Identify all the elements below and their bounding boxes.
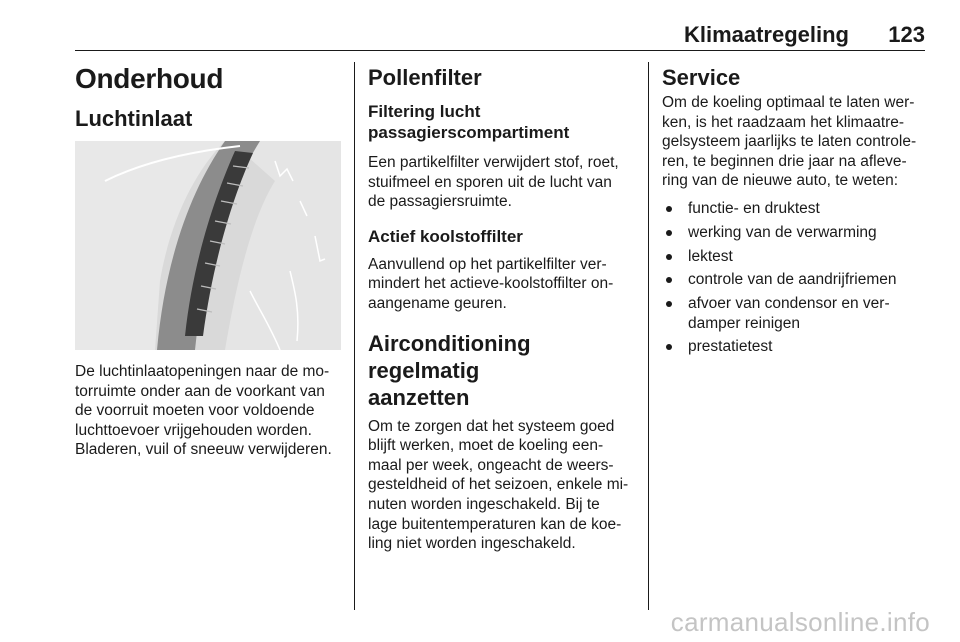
subheading-airconditioning: Airconditioning regelmatig aanzetten <box>368 330 531 410</box>
list-item-text: lektest <box>688 247 733 265</box>
subheading-filtering: Filtering lucht passagierscompartiment <box>368 102 570 142</box>
list-item <box>662 247 928 267</box>
list-item-text: werking van de verwarming <box>688 223 877 241</box>
service-list <box>662 199 928 357</box>
section-heading-pollenfilter: Pollenfilter <box>368 65 482 90</box>
filtering-text: Een partikelfilter verwijdert stof, roet, stuifmeel en sporen uit de lucht van de passagiersruimte. <box>368 154 619 211</box>
bullet-icon <box>666 301 672 307</box>
page-number: 123 <box>888 22 925 47</box>
bullet-icon <box>666 344 672 350</box>
list-item <box>662 223 928 243</box>
page-header <box>75 22 925 50</box>
service-intro: Om de koeling optimaal te laten wer- ken, is het raadzaam het klimaatre- gelsysteem jaarlijks te laten controle- ren, te beginnen drie jaar na afleve- ring van de nieuwe auto, te weten: <box>662 94 917 190</box>
bullet-icon <box>666 230 672 236</box>
section-heading-service: Service <box>662 65 741 90</box>
watermark: carmanualsonline.info <box>670 607 930 637</box>
list-item <box>662 270 928 290</box>
column-divider-right <box>648 62 649 610</box>
subheading-luchtinlaat: Luchtinlaat <box>75 106 193 131</box>
bullet-icon <box>666 277 672 283</box>
luchtinlaat-text: De luchtinlaatopeningen naar de mo- torruimte onder aan de voorkant van de voorruit moeten voor voldoende luchttoevoer vrijgehouden worden. Bladeren, vuil of sneeuw verwijderen. <box>75 363 332 459</box>
column-pollenfilter <box>368 62 636 554</box>
column-service <box>662 62 928 361</box>
section-heading-onderhoud: Onderhoud <box>75 63 224 94</box>
column-onderhoud-body <box>75 362 341 460</box>
list-item <box>662 199 928 219</box>
airconditioning-text: Om te zorgen dat het systeem goed blijft werken, moet de koeling een- maal per week, ongeacht de weers- gesteldheid of het seizoen, enkele mi- nuten worden ingeschakeld. Bij te lage buitentemperaturen kan de koe- ling niet worden ingeschakeld. <box>368 417 629 553</box>
list-item-text: functie- en druktest <box>688 199 820 217</box>
air-inlet-illustration <box>75 141 341 350</box>
list-item-text: prestatietest <box>688 338 773 356</box>
list-item <box>662 294 928 333</box>
column-divider-left <box>354 62 355 610</box>
bullet-icon <box>666 254 672 260</box>
list-item-text: afvoer van condensor en ver- damper reinigen <box>688 295 890 332</box>
list-item-text: controle van de aandrijfriemen <box>688 271 897 289</box>
header-rule <box>75 50 925 51</box>
bullet-icon <box>666 206 672 212</box>
chapter-title: Klimaatregeling <box>683 22 849 47</box>
subheading-koolstoffilter: Actief koolstoffilter <box>368 226 523 246</box>
koolstoffilter-text: Aanvullend op het partikelfilter ver- mindert het actieve-koolstoffilter on- aangename geuren. <box>368 255 614 312</box>
list-item <box>662 337 928 357</box>
column-onderhoud <box>75 62 341 133</box>
